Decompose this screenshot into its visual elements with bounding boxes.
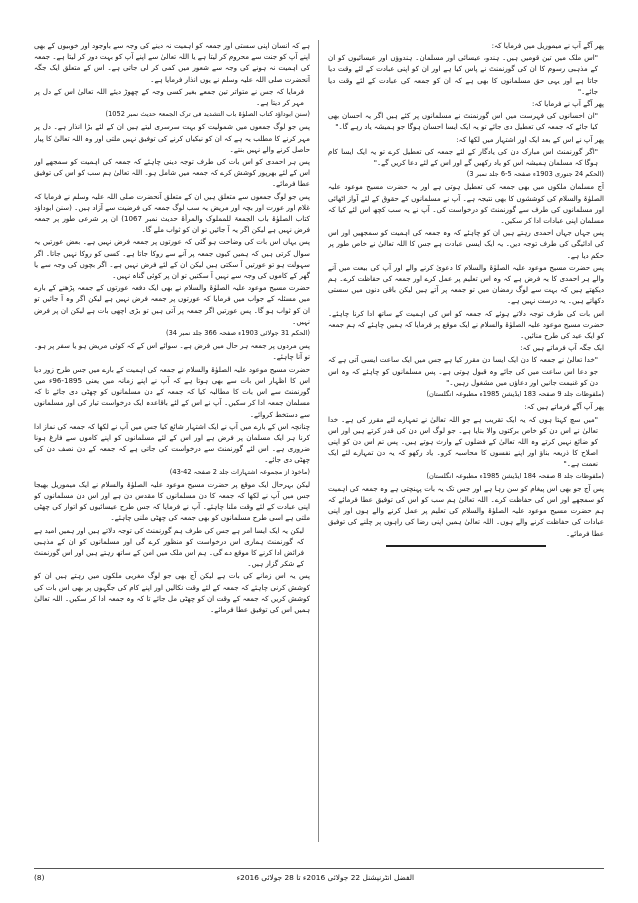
quotation-paragraph: "خدا تعالیٰ نے جمعہ کا دن ایک ایسا دن مقرر کیا ہے جس میں ایک ساعت ایسی آتی ہے کہ جو دعا اس ساعت میں کی جائے وہ قبول ہوتی ہے۔ پس مسلمانوں کو چاہئے کہ وہ اس دن کو غنیمت جانیں اور دعاؤں میں مشغول رہیں۔" — [328, 355, 598, 387]
body-paragraph: ایک جگہ آپ فرماتے ہیں کہ: — [520, 343, 604, 353]
quotation-paragraph: "اس ملک میں تین قومیں ہیں۔ ہندو، عیسائی اور مسلمان۔ ہندوؤں اور عیسائیوں کو ان کے مذہبی رسوم کا ان کی گورنمنٹ نے پاس کیا ہے اور ان کو اپنی عبادت کے لئے وقت دیا جاتا ہے اور یہی حق مسلمانوں کا بھی ہے کہ ان کو جمعہ کی عبادت کے لئے وقت دیا جائے۔" — [328, 53, 598, 96]
publication-info: الفضل انٹرنیشنل 22 جولائی 2016ء تا 28 جولائی 2016ء — [236, 873, 414, 882]
body-paragraph: پس جہاں جہاں احمدی رہتے ہیں ان کو چاہئے کہ وہ جمعہ کی اہمیت کو سمجھیں اور اس کی ادائیگی کی طرف توجہ دیں۔ یہ ایک ایسی عبادت ہے جس کا اللہ تعالیٰ نے خاص طور پر حکم دیا ہے۔ — [328, 228, 604, 260]
reference-citation: (الحکم 31 جولائی 1903ء صفحہ 366 جلد نمبر 34) — [166, 329, 310, 338]
body-paragraph: پھر آگے آپ نے فرمایا کہ: — [531, 99, 604, 109]
body-paragraph: لیکن بہرحال ایک موقع پر حضرت مسیح موعود علیہ الصلوٰۃ والسلام نے ایک میموریل بھیجا جس میں آپ نے لکھا کہ جمعہ کا دن مسلمانوں کا مقدس دن ہے اور اس دن مسلمانوں کو اپنی عبادت کے لئے وقت ملنا چاہئے۔ آپ نے فرمایا کہ جس طرح عیسائیوں کو اتوار کی چھٹی ملتی ہے اسی طرح مسلمانوں کو بھی جمعہ کی چھٹی ملنی چاہئے۔ — [34, 479, 310, 523]
body-paragraph: ہے کہ انسان اپنی سستی اور جمعہ کو اہمیت نہ دینے کی وجہ سے باوجود اور خوبیوں کے بھی اپنے آپ کو جنت سے محروم کر لیتا ہے یا اللہ تعالیٰ سے اپنے آپ کو بہت دور کر لیتا ہے۔ جمعہ کی اہمیت نہ ہونے کی وجہ سے شعور میں کمی کر لی جاتی ہے۔ اس کے متعلق ایک جگہ آنحضرت صلی اللہ علیہ وسلم نے یوں انذار فرمایا ہے۔ — [34, 41, 310, 84]
body-paragraph: آج مسلمان ملکوں میں بھی جمعہ کی تعطیل ہوتی ہے اور یہ حضرت مسیح موعود علیہ الصلوٰۃ والسلام کی کوششوں کا بھی نتیجہ ہے۔ آپ نے مسلمانوں کے حقوق کے لئے آواز اٹھائی اور مسلمانوں کی طرف سے گورنمنٹ کو درخواست کی۔ آپ نے یہ سب کچھ اس لئے کیا کہ مسلمان اپنی عبادات ادا کر سکیں۔ — [328, 182, 604, 226]
body-paragraph: پس حضرت مسیح موعود علیہ الصلوٰۃ والسلام کا دعویٰ کرنے والے اور آپ کی بیعت میں آنے والے ہر احمدی کا یہ فرض ہے کہ وہ اس تعلیم پر عمل کرے اور جمعہ کی حفاظت کرے۔ ہم دیکھتے ہیں کہ بہت سے لوگ رمضان میں تو جمعہ پر آتے ہیں لیکن باقی دنوں میں سستی دکھاتے ہیں۔ یہ درست نہیں ہے۔ — [328, 262, 604, 306]
quotation-paragraph: "اگر گورنمنٹ اس مبارک دن کی یادگار کے لئے جمعہ کی تعطیل کرے تو یہ ایک ایسا کام ہوگا کہ مسلمان ہمیشہ اس کو یاد رکھیں گے اور اس کے لئے دعا کریں گے۔" — [328, 146, 598, 168]
reference-citation: (ماخوذ از مجموعہ اشتہارات جلد 2 صفحہ 42-43) — [169, 467, 310, 476]
body-paragraph: پس جو لوگ جمعوں میں شمولیت کو بہت سرسری لیتے ہیں ان کے لئے بڑا انذار ہے۔ دل پر مہر کرنے کا مطلب یہ ہے کہ ان کو نیکیاں کرنے کی توفیق نہیں ملتی اور وہ اللہ تعالیٰ کا پیار حاصل کرنے والے نہیں بنتے۔ — [34, 122, 310, 154]
body-paragraph: پھر آپ آگے فرماتے ہیں کہ: — [524, 402, 604, 412]
quotation-paragraph: "ان احسانوں کی فہرست میں اس گورنمنٹ نے مسلمانوں پر کئے ہیں اگر یہ احسان بھی کیا جائے کہ جمعہ کی تعطیل دی جائے تو یہ ایک ایسا احسان ہوگا جو ہمیشہ یاد رہے گا۔" — [328, 111, 598, 132]
body-paragraph: پس آج جو بھی اس پیغام کو سن رہا ہے اور جس تک یہ بات پہنچتی ہے وہ جمعہ کی اہمیت کو سمجھے اور اس کی حفاظت کرے۔ اللہ تعالیٰ ہم سب کو اس کی توفیق عطا فرمائے کہ ہم حضرت مسیح موعود علیہ الصلوٰۃ والسلام کی تعلیم پر عمل کرنے والے ہوں اور اپنی عبادات کی حفاظت کرنے والے ہوں۔ اللہ تعالیٰ ہمیں اپنی رضا کی راہوں پر چلنے کی توفیق عطا فرمائے۔ — [328, 483, 604, 538]
body-paragraph: پس مردوں پر جمعہ ہر حال میں فرض ہے۔ سوائے اس کے کہ کوئی مریض ہو یا سفر پر ہو۔ تو آنا چاہئے۔ — [34, 341, 310, 362]
reference-citation: (الحکم 24 جنوری 1903ء صفحہ 5-6 جلد نمبر 3) — [466, 170, 604, 179]
body-paragraph: چنانچہ اس کے بارے میں آپ نے ایک اشتہار شائع کیا جس میں آپ نے لکھا کہ جمعہ کی نماز ادا کرنا ہر ایک مسلمان پر فرض ہے اور اس کے لئے مسلمانوں کو اپنے کاموں سے فارغ ہونا ضروری ہے۔ اس لئے گورنمنٹ سے درخواست کی جاتی ہے کہ جمعہ کے دن نصف دن کی چھٹی دی جائے۔ — [34, 421, 310, 465]
page-footer — [34, 868, 604, 887]
reference-citation: (ملفوظات جلد 8 صفحہ 184 ایڈیشن 1985ء مطبوعہ انگلستان) — [426, 471, 604, 480]
reference-citation: (سنن ابوداؤد کتاب الصلوٰۃ باب التشدید فی ترک الجمعۃ حدیث نمبر 1052) — [105, 110, 310, 119]
right-column — [34, 40, 310, 842]
left-column — [328, 40, 604, 842]
quotation-paragraph: لیکن یہ ایک ایسا امر ہے جس کی طرف ہم گورنمنٹ کی توجہ دلاتے ہیں اور ہمیں امید ہے کہ گورنمنٹ ہماری اس درخواست کو منظور کرے گی اور مسلمانوں کو ان کے مذہبی فرائض ادا کرنے کا موقع دے گی۔ ہم اس ملک میں امن کے ساتھ رہتے ہیں اور اس گورنمنٹ کے شکر گزار ہیں۔ — [34, 525, 304, 569]
body-paragraph: حضرت مسیح موعود علیہ الصلوٰۃ والسلام نے بھی ایک دفعہ عورتوں کے جمعہ پڑھنے کے بارے میں مسئلہ کے جواب میں فرمایا کہ عورتوں پر جمعہ فرض نہیں ہے لیکن اگر وہ آ جائیں تو ان کو ثواب ہو گا۔ پس عورتیں اگر جمعہ پر آتی ہیں تو بڑی اچھی بات ہے لیکن ان پر فرض نہیں۔ — [34, 283, 310, 326]
article-columns — [34, 40, 604, 842]
page-number: (8) — [34, 873, 45, 882]
body-paragraph: پھر آگے آپ نے میموریل میں فرمایا کہ: — [491, 41, 604, 50]
body-paragraph: پس یہ اس زمانے کی بات ہے لیکن آج بھی جو لوگ مغربی ملکوں میں رہتے ہیں ان کو کوشش کرنی چاہئے کہ جمعہ کے لئے وقت نکالیں اور اپنے کام کی جگہوں پر بھی اس بات کی کوشش کریں کہ جمعہ کے وقت ان کو چھٹی مل جائے تا کہ وہ جمعہ ادا کر سکیں۔ اللہ تعالیٰ ہمیں اس کی توفیق عطا فرمائے۔ — [34, 571, 310, 614]
body-paragraph: پس جو لوگ جمعوں سے متعلق ہیں ان کے متعلق آنحضرت صلی اللہ علیہ وسلم نے فرمایا کہ غلام اور عورت اور بچہ اور مریض یہ سب لوگ جمعہ کی فرضیت سے آزاد ہیں۔ (سنن ابوداؤد کتاب الصلوٰۃ باب الجمعۃ للمملوک والمرأۃ حدیث نمبر 1067) ان پر شرعی طور پر جمعہ فرض نہیں ہے لیکن اگر یہ آ جائیں تو ان کو ثواب ملے گا۔ — [34, 191, 310, 235]
article-end-rule — [386, 545, 546, 547]
body-paragraph: پھر آپ نے اس کے بعد ایک اور اشتہار میں لکھا کہ: — [456, 134, 604, 144]
reference-citation: (ملفوظات جلد 9 صفحہ 183 ایڈیشن 1985ء مطبوعہ انگلستان) — [426, 390, 604, 399]
column-divider — [318, 40, 319, 842]
body-paragraph: اس بات کی طرف توجہ دلاتے ہوئے کہ جمعہ کو اس کی اہمیت کے ساتھ ادا کرنا چاہئے۔ حضرت مسیح موعود علیہ الصلوٰۃ والسلام نے ایک موقع پر فرمایا کہ ہمیں چاہئے کہ ہم جمعہ کو ایک عید کی طرح منائیں۔ — [328, 308, 604, 341]
body-paragraph: حضرت مسیح موعود علیہ الصلوٰۃ والسلام نے جمعہ کی اہمیت کے بارے میں جس طرح زور دیا اس کا اظہار اس بات سے بھی ہوتا ہے کہ آپ نے اپنے زمانہ میں یعنی 1895-96ء میں گورنمنٹ سے اس بات کا مطالبہ کیا کہ جمعہ کے دن مسلمانوں کو چھٹی دی جائے تا کہ مسلمان جمعہ ادا کر سکیں۔ آپ نے اس کے لئے باقاعدہ ایک درخواست تیار کی اور مسلمانوں سے دستخط کروائے۔ — [34, 364, 310, 419]
quotation-paragraph: فرمایا کہ جس نے متواتر تین جمعے بغیر کسی وجہ کے چھوڑ دیئے اللہ تعالیٰ اس کے دل پر مہر کر دیتا ہے۔ — [34, 86, 304, 108]
body-paragraph: پس یہاں اس بات کی وضاحت ہو گئی کہ عورتوں پر جمعہ فرض نہیں ہے۔ بعض عورتیں یہ سوال کرتی ہیں کہ ہمیں کیوں جمعہ پر آنے سے روکا جاتا ہے۔ کسی کو روکا نہیں جاتا۔ اگر سہولت ہو تو عورتیں آ سکتی ہیں لیکن ان کے لئے فرض نہیں ہے۔ اگر بچوں کی وجہ سے یا گھر کے کاموں کی وجہ سے نہیں آ سکتیں تو ان پر کوئی گناہ نہیں۔ — [34, 237, 310, 281]
quotation-paragraph: "میں سچ کہتا ہوں کہ یہ ایک تقریب ہے جو اللہ تعالیٰ نے تمہارے لئے مقرر کی ہے۔ خدا تعالیٰ نے اس دن کو خاص برکتوں والا بنایا ہے۔ جو لوگ اس دن کی قدر کرتے ہیں اور اس کو ضائع نہیں کرتے وہ اللہ تعالیٰ کے فضلوں کے وارث ہوتے ہیں۔ پس تم اس دن کو اپنی اصلاح کا ذریعہ بناؤ اور اپنے نفسوں کا محاسبہ کرو۔ یاد رکھو کہ یہ دن تمہارے لئے ایک نعمت ہے۔" — [328, 414, 598, 469]
body-paragraph: پس ہر احمدی کو اس بات کی طرف توجہ دینی چاہئے کہ جمعہ کی اہمیت کو سمجھے اور اس کے لئے بھرپور کوشش کرے کہ جمعہ میں شامل ہو۔ اللہ تعالیٰ ہم سب کو اس کی توفیق عطا فرمائے۔ — [34, 157, 310, 189]
